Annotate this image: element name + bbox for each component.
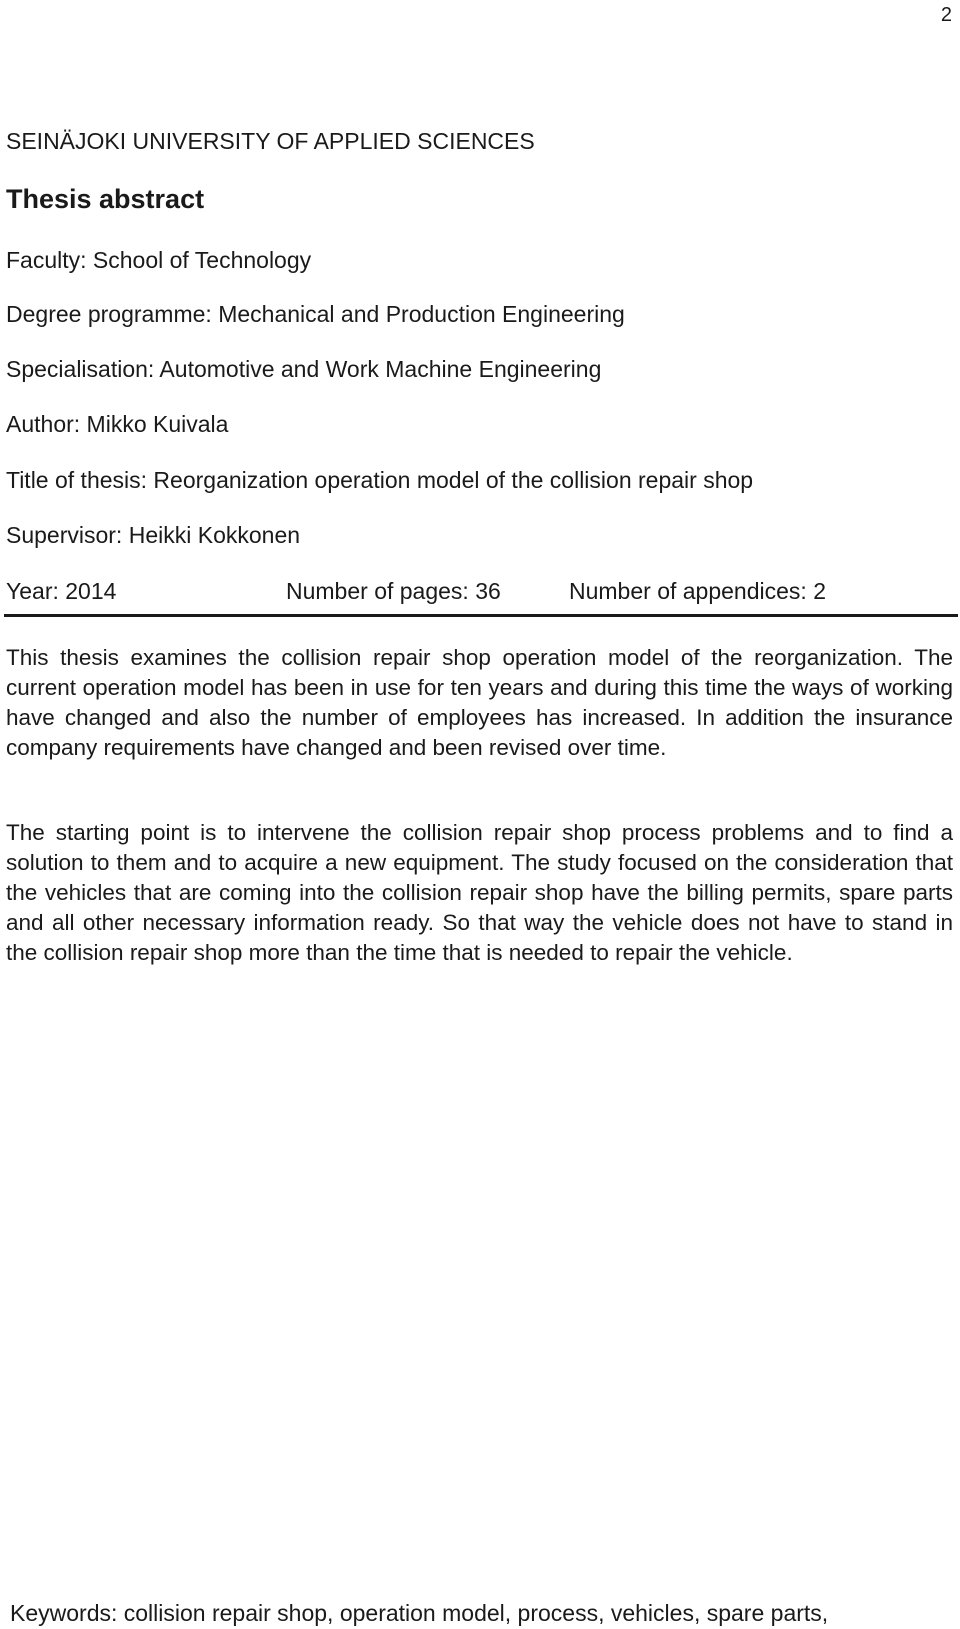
specialisation-line: Specialisation: Automotive and Work Machine Engineering (6, 356, 602, 382)
page-count-field: Number of pages: 36 (286, 578, 501, 604)
appendix-count-field: Number of appendices: 2 (569, 578, 826, 604)
page-number: 2 (940, 4, 952, 26)
year-field: Year: 2014 (6, 578, 117, 604)
page-title: Thesis abstract (6, 184, 205, 214)
university-name: SEINÄJOKI UNIVERSITY OF APPLIED SCIENCES (6, 128, 535, 154)
abstract-paragraph-1: This thesis examines the collision repair shop operation model of the reorganization. The current operation model has been in use for ten years and during this time the ways of working have changed and also the number of employees has increased. In addition the insurance company requirements have changed and been revised over time. (6, 645, 953, 760)
faculty-line: Faculty: School of Technology (6, 247, 312, 273)
keywords-line: Keywords: collision repair shop, operation model, process, vehicles, spare parts, (10, 1600, 829, 1626)
supervisor-line: Supervisor: Heikki Kokkonen (6, 522, 301, 548)
section-divider (4, 614, 958, 617)
thesis-title-line: Title of thesis: Reorganization operation model of the collision repair shop (6, 467, 754, 493)
degree-programme-line: Degree programme: Mechanical and Production Engineering (6, 301, 625, 327)
abstract-paragraph-2: The starting point is to intervene the collision repair shop process problems and to find a solution to them and to acquire a new equipment. The study focused on the consideration that the vehicles that are coming into the collision repair shop have the billing permits, spare parts and all other necessary information ready. So that way the vehicle does not have to stand in the collision repair shop more than the time that is needed to repair the vehicle. (6, 820, 953, 965)
author-line: Author: Mikko Kuivala (6, 411, 229, 437)
